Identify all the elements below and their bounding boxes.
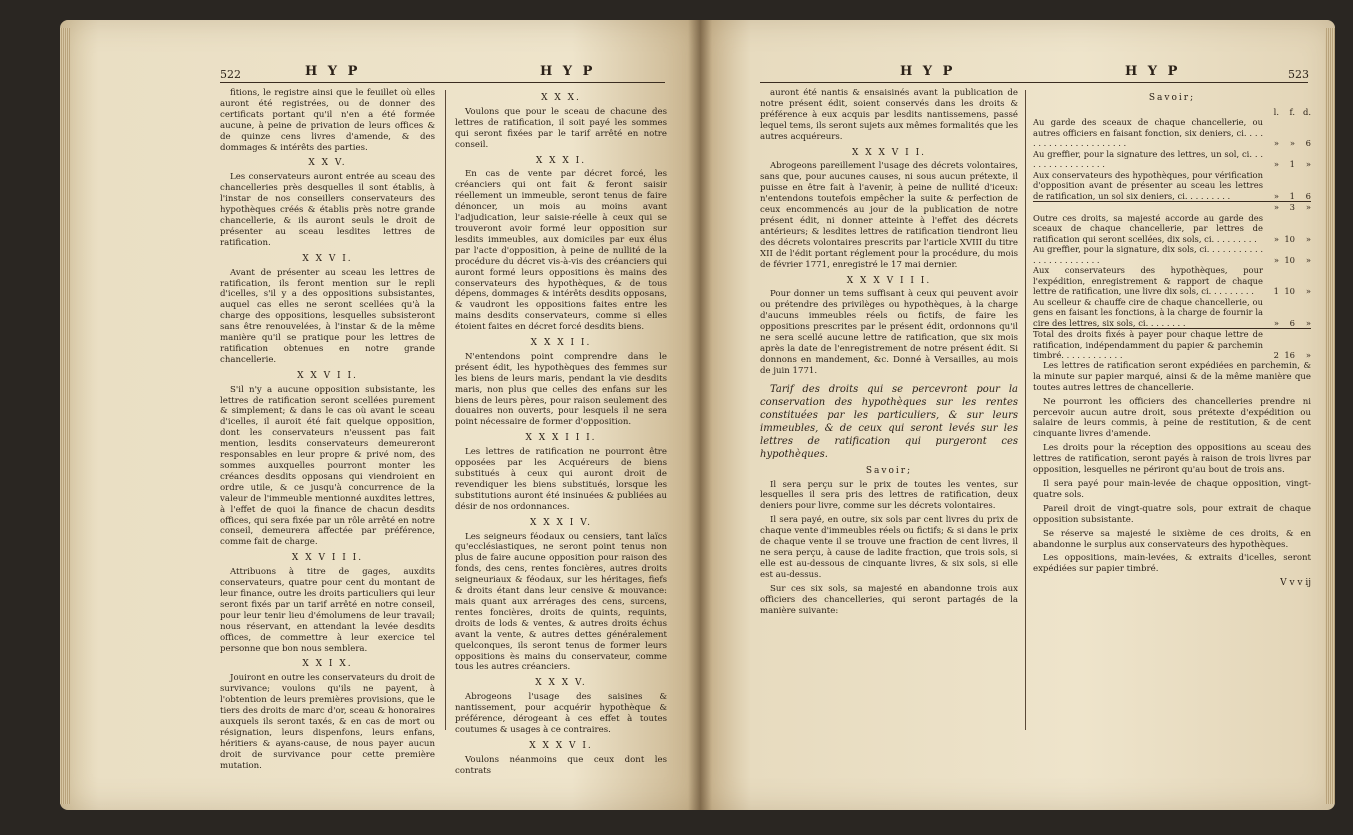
tariff-table-body-2 [1033,213,1311,329]
paragraph: Pour donner un tems suffisant à ceux qui peuvent avoir ou prétendre des privilèges ou hypothèques, à la charge d'aucuns immeubles réels ou fictifs, de faire les oppositions prescrites par le présent édit, ordonnons qu'il ne sera scellé aucune lettre de ratification, que six mois après la date de l'enregistrement de notre présent édit. Si donnons en mandement, &c. Donné à Versailles, au mois de juin 1771. [760,289,1018,376]
tariff-label: Outre ces droits, sa majesté accorde au garde des sceaux de chaque chancellerie, par lettres de ratification qui seront scellées, dix sols, ci. . . . . . . . . [1033,212,1263,244]
header-deniers: d. [1302,106,1311,117]
paragraph: Les seigneurs féodaux ou censiers, tant laïcs qu'ecclésiastiques, ne seront point tenus non plus de faire aucune opposition pour raison des fonds, des cens, rentes foncières, autres droits seigneuriaux & féodaux, sur les héritages, fiefs & droits étant dans leur censive & mouvance: mais quant aux arrérages des cens, surcens, rentes foncières, droits de quints, requints, droits de lods & ventes, & autres droits échus avant la vente, & autres dettes généralement quelconques, ils seront tenus de former leurs oppositions ès mains du conservateur, comme tous les autres créanciers. [455,531,667,673]
right-column-2-text [1033,361,1311,575]
total-deniers: » [1295,329,1311,361]
right-column-2 [1033,88,1311,589]
paragraph: S'il n'y a aucune opposition subsistante, les lettres de ratification seront scellées purement & simplement; & dans le cas où avant le sceau d'icelles, il auroit été fait quelque opposition, dont les conservateurs n'eussent pas fait mention, lesdits conservateurs demeureront responsables en leur propre & privé nom, des sommes auxquelles pourront monter les créances desdits opposans qui viendroient en ordre utile, & ce jusqu'à concurrence de la valeur de l'immeuble mentionné auxdites lettres, à l'effet de quoi la finance de chacun desdits offices, qui sera fixée par un rôle arrêté en notre conseil, demeurera affectée par préférence, comme fait de charge. [220,384,435,548]
paragraph: Il sera payé pour main-levée de chaque opposition, vingt-quatre sols. [1033,478,1311,500]
tariff-amount-d: 6 [1305,138,1311,149]
paragraph: Les droits pour la réception des oppositions au sceau des lettres de ratification, seront payés à raison de trois livres par opposition, lesquelles ne périront qu'au bout de trois ans. [1033,443,1311,476]
tariff-row [1033,213,1311,245]
paragraph: Se réserve sa majesté le sixième de ces droits, & en abandonne le surplus aux conservateurs des hypothèques. [1033,528,1311,550]
tariff-label: Au greffier, pour la signature des lettres, un sol, ci. . . . . . . . . . . . . . . . . [1033,148,1263,170]
paragraph: Les lettres de ratification ne pourront être opposées par les Acquéreurs de biens substitués à ceux qui auront droit de revendiquer les biens substitués, lorsque les substitutions auront été insinuées & publiées au désir de nos ordonnances. [455,447,667,512]
tariff-row [1033,265,1311,297]
paragraph: Les conservateurs auront entrée au sceau des chancelleries près desquelles il sont établis, à l'instar de nos conseillers conservateurs des hypothèques créés & établis près notre grande chancellerie, & ils auront seuls le droit de présenter au sceau lesdites lettres de ratification. [220,172,435,248]
page-number-right: 523 [1288,68,1309,81]
article-heading: X X V. [308,158,347,169]
article-heading: X X V I I. [297,370,358,381]
left-column-1 [220,88,435,774]
article-heading: X X I X. [302,659,353,670]
tariff-amount-d: » [1305,254,1311,265]
savoir-heading: Savoir; [1148,93,1196,103]
left-page [60,20,700,810]
tariff-amount-s: 10 [1284,254,1295,265]
paragraph: Voulons que pour le sceau de chacune des lettres de ratification, il soit payé les sommes qui seront fixées par le tarif arrêté en notre conseil. [455,106,667,150]
total-livres: 2 [1263,329,1279,361]
paragraph: Il sera perçu sur le prix de toutes les ventes, sur lesquelles il sera pris des lettres de ratification, deux deniers pour livre, comme sur les décrets volontaires. [760,479,1018,512]
total-label: Total des droits fixés à payer pour chaque lettre de ratification, indépendamment du papier & parchemin timbré. . . . . . . . . . . . [1033,329,1263,361]
article-heading: X X X I. [535,155,587,166]
header-sols: f. [1289,106,1295,117]
left-column-2 [455,88,667,780]
tariff-row [1033,244,1311,265]
tariff-amount-d: » [1305,317,1311,328]
tariff-amount-l: » [1273,190,1279,201]
tariff-row [1033,297,1311,329]
tariff-amount-s: 10 [1284,286,1295,297]
subtotal-deniers: » [1295,202,1311,213]
tariff-table-body-1 [1033,117,1311,202]
tariff-amount-l: » [1273,159,1279,170]
article-heading: X X X V. [535,678,587,689]
paragraph: Sur ces six sols, sa majesté en abandonne trois aux officiers des chancelleries, qui seront partagés de la manière suivante: [760,583,1018,616]
tariff-amount-l: » [1273,138,1279,149]
paragraph: fitions, le registre ainsi que le feuillet où elles auront été registrées, ou de donner des certificats portant qu'il n'en a été formée aucune, à peine de privation de leurs offices & de quinze cens livres d'amende, & des dommages & intérêts des parties. [220,88,435,153]
tariff-table [1033,107,1311,361]
paragraph: N'entendons point comprendre dans le présent édit, les hypothèques des femmes sur les biens de leurs maris, pendant la vie desdits maris, non plus que celles des enfans sur les biens de leurs pères, pour raison seulement des douaires non ouverts, pour lesquels il ne sera point nécessaire de former d'opposition. [455,351,667,428]
tariff-amount-l: » [1273,254,1279,265]
tariff-amount-l: 1 [1273,286,1279,297]
tariff-amount-s: » [1289,138,1295,149]
header-livres: l. [1273,106,1279,117]
signature-mark: V v v ij [1280,578,1311,589]
paragraph: Il sera payé, en outre, six sols par cent livres du prix de chaque vente d'immeubles réels ou fictifs; & si dans le prix de chaque vente il se trouve une fraction de cent livres, il ne sera perçu, à cause de ladite fraction, que trois sols, si elle est au-dessous de cinquante livres, & six sols, si elle est au-dessus. [760,515,1018,580]
paragraph: Abrogeons l'usage des saisines & nantissement, pour acquérir hypothèque & préférence, dérogeant à ces effet à toutes coutumes & usages à ce contraires. [455,692,667,735]
subtotal-livres: » [1263,202,1279,213]
column-divider-right [1025,90,1026,730]
paragraph: Jouiront en outre les conservateurs du droit de survivance; voulons qu'ils ne payent, à l'obtention de leurs premières provisions, que le tiers des droits de marc d'or, sceau & honoraires auxquels ils seront taxés, & en cas de mort ou résignation, leurs dispenfons, leurs enfans, héritiers & ayans-cause, de nous payer aucun droit de survivance pour cette première mutation. [220,673,435,771]
page-edges-right [1325,28,1335,804]
tariff-header-row [1033,107,1311,118]
tariff-amount-l: » [1273,233,1279,244]
tariff-label: Au greffier, pour la signature, dix sols, ci. . . . . . . . . . . . . . . . . . . . . . . . [1033,244,1263,265]
running-head-left-2: H Y P [540,64,596,79]
article-heading: X X X V I. [529,740,593,751]
article-heading: X X V I. [302,253,353,264]
paragraph: Avant de présenter au sceau les lettres de ratification, ils feront mention sur le repli d'icelles, s'il y a des oppositions subsistantes, auquel cas elles ne seront scellées qu'à la charge des oppositions, lesquelles subsisteront sans être renouvelées, à l'instar & de la même manière qu'il se pratique pour les lettres de ratification obtenues en notre grande chancellerie. [220,267,435,365]
article-heading: X X X I I I. [525,433,597,444]
tarif-title: Tarif des droits qui se percevront pour la conservation des hypothèques sur les rentes constituées par les particuliers, & sur leurs immeubles, & de ceux qui seront levés sur les lettres de ratification qui purgeront ces hypothèques. [760,383,1018,460]
paragraph: auront été nantis & ensaisinés avant la publication de notre présent édit, soient conservés dans les droits & préférence à eux acquis par lesdits nantissemens, passé lequel tems, ils seront sujets aux mêmes formalités que les autres acquéreurs. [760,88,1018,142]
running-head-right-2: H Y P [1125,64,1181,79]
tariff-amount-d: » [1305,233,1311,244]
total-sols: 16 [1279,329,1295,361]
paragraph: Voulons néanmoins que ceux dont les contrats [455,754,667,776]
header-rule-left [220,82,665,83]
paragraph: Ne pourront les officiers des chancelleries prendre ni percevoir aucun autre droit, sous prétexte d'expédition ou salaire de leurs commis, à peine de restitution, & de cent cinquante livres d'amende. [1033,396,1311,440]
open-book [60,20,1335,820]
tariff-amount-s: 1 [1289,159,1295,170]
tariff-row [1033,170,1311,202]
paragraph: Pareil droit de vingt-quatre sols, pour extrait de chaque opposition subsistante. [1033,503,1311,525]
paragraph: Les oppositions, main-levées, & extraits d'icelles, seront expédiées sur papier timbré. [1033,553,1311,575]
running-head-left-1: H Y P [305,64,361,79]
tariff-row [1033,117,1311,149]
tariff-amount-s: 10 [1284,233,1295,244]
tariff-label: Au scelleur & chauffe cire de chaque chancellerie, ou gens en faisant les fonctions, à la charge de fournir la cire des lettres, six sols, ci. . . . . . . . [1033,296,1263,328]
tariff-amount-s: 1 [1289,190,1295,201]
right-page [700,20,1335,810]
article-heading: X X X V I I. [852,147,926,158]
article-heading: Savoir; [865,465,913,476]
column-divider-left [445,90,446,730]
total-row [1033,329,1311,361]
page-number-left: 522 [220,68,241,81]
tariff-amount-s: 6 [1289,317,1295,328]
article-heading: X X X I V. [529,517,592,528]
subtotal-sols: 3 [1279,202,1295,213]
paragraph: Attribuons à titre de gages, auxdits conservateurs, quatre pour cent du montant de leur finance, outre les droits particuliers qui leur seront fixés par un tarif arrêté en notre conseil, pour leur tenir lieu d'émolumens de leur travail; nous réservant, en attendant la levée desdits offices, de commettre à leur exercice tel personne que bon nous semblera. [220,567,435,654]
paragraph: Les lettres de ratification seront expédiées en parchemin, & la minute sur papier marqué, ainsi & de la même manière que toutes autres lettres de chancellerie. [1033,360,1311,393]
paragraph: Abrogeons pareillement l'usage des décrets volontaires, sans que, pour aucunes causes, ni sous aucun prétexte, il puisse en être fait à l'avenir, à peine de nullité d'iceux: n'entendons toutefois empêcher la suite & perfection de ceux encommencés au jour de la publication de notre présent édit, ni donner atteinte à l'effet des décrets antérieurs; & lesdites lettres de ratification tiendront lieu des décrets volontaires prescrits par l'article XVIII du titre XII de l'édit portant réglement pour la procédure, du mois de février 1771, enregistré le 17 mai dernier. [760,161,1018,270]
tariff-amount-l: » [1273,317,1279,328]
article-heading: X X V I I I. [291,553,364,564]
article-heading: X X X. [541,93,581,103]
running-head-right-1: H Y P [900,64,956,79]
page-edges-left [60,28,70,804]
tariff-amount-d: 6 [1305,190,1311,201]
article-heading: X X X I I. [530,338,592,349]
book-gutter [688,20,712,810]
header-rule-right [760,82,1308,83]
tariff-amount-d: » [1305,159,1311,170]
tariff-label: Au garde des sceaux de chaque chancellerie, ou autres officiers en faisant fonction, six deniers, ci. . . . . . . . . . . . . . . . . . . . . . [1033,117,1263,149]
paragraph: En cas de vente par décret forcé, les créanciers qui ont fait & feront saisir réellement un immeuble, seront tenus de faire dénoncer, un mois au moins avant l'adjudication, leur saisie-réelle à ceux qui se trouveront avoir formé leur opposition sur lesdits immeubles, aux domiciles par eux élus par l'acte d'opposition, à peine de nullité de la procédure du décret vis-à-vis des créanciers qui auront formé leurs oppositions ès mains des conservateurs des hypothèques, & de tous dépens, dommages & intérêts desdits opposans, & vaudront les oppositions faites entre les mains desdits conservateurs, comme si elles étoient faites en décret forcé desdits biens. [455,169,667,333]
tariff-row [1033,149,1311,170]
right-column-1 [760,88,1018,619]
subtotal-row [1033,202,1311,213]
article-heading: X X X V I I I. [846,275,932,286]
tariff-amount-d: » [1305,286,1311,297]
tariff-label: Aux conservateurs des hypothèques, pour l'expédition, enregistrement & rapport de chaque lettre de ratification, une livre dix sols, ci. . . . . . . . . [1033,265,1263,297]
tariff-label: Aux conservateurs des hypothèques, pour vérification d'opposition avant de présenter au sceau les lettres de ratification, un sol six deniers, ci. . . . . . . . . [1033,169,1263,201]
